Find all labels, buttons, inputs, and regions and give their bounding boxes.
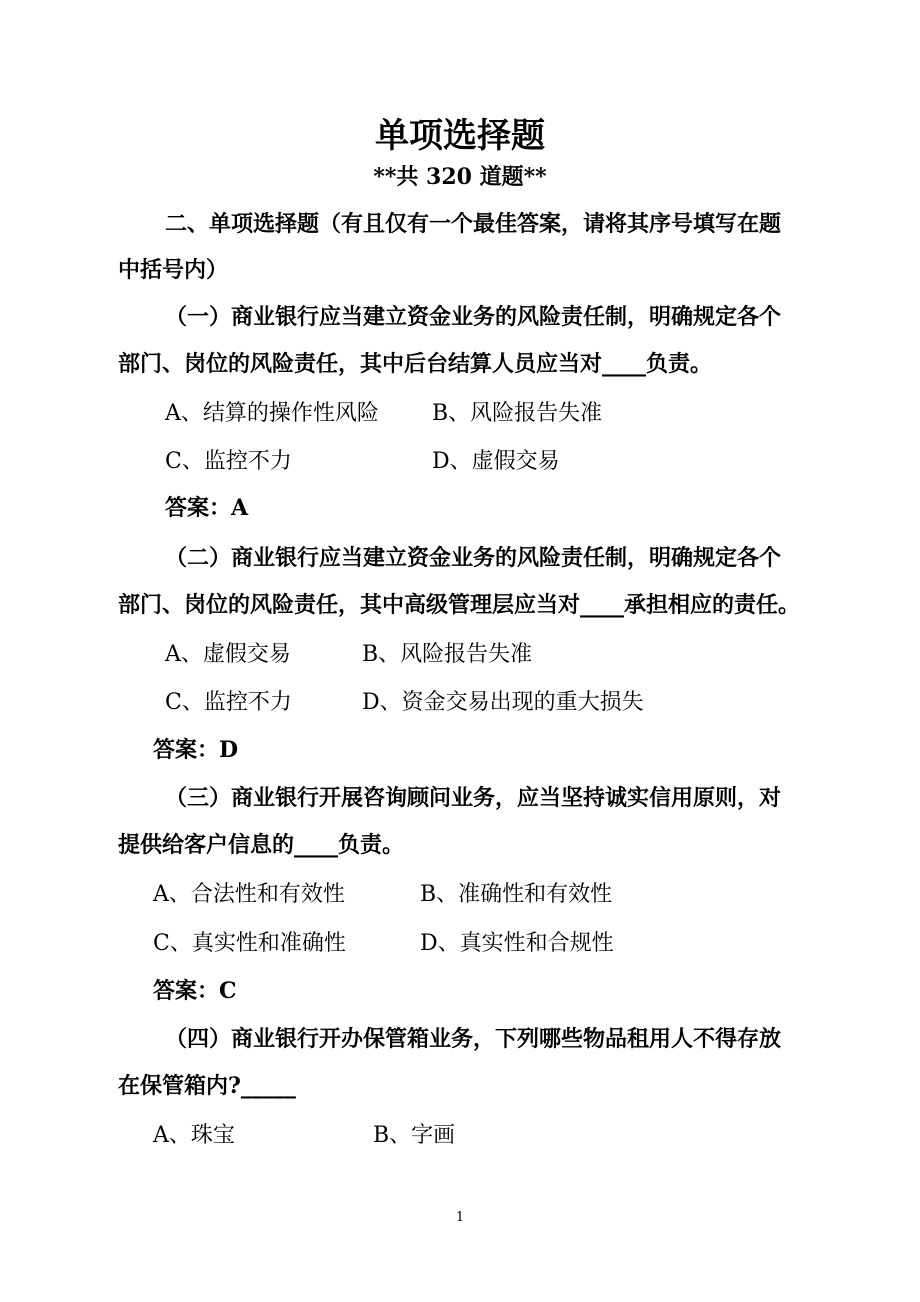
question-2-answer: 答案：D — [153, 737, 239, 763]
question-3-answer: 答案：C — [153, 978, 237, 1004]
question-1-option-d: D、虚假交易 — [432, 449, 560, 474]
question-4-option-b: B、字画 — [373, 1123, 456, 1148]
question-1-option-c: C、监控不力 — [165, 449, 292, 474]
question-4-line1: （四）商业银行开办保管箱业务，下列哪些物品租用人不得存放 — [165, 1026, 782, 1052]
question-2-option-b: B、风险报告失准 — [362, 642, 533, 667]
question-2-option-c: C、监控不力 — [165, 690, 292, 715]
page-subtitle: **共 320 道题** — [373, 164, 547, 190]
question-2-line1: （二）商业银行应当建立资金业务的风险责任制，明确规定各个 — [165, 545, 782, 571]
question-3-option-b: B、准确性和有效性 — [420, 882, 613, 907]
question-2-option-a: A、虚假交易 — [165, 642, 291, 667]
question-2-option-d: D、资金交易出现的重大损失 — [362, 690, 644, 715]
section-heading-line2: 中括号内） — [118, 257, 229, 283]
section-heading-line1: 二、单项选择题（有且仅有一个最佳答案，请将其序号填写在题 — [165, 211, 782, 237]
question-4-line2: 在保管箱内?_____ — [118, 1073, 296, 1099]
question-1-option-b: B、风险报告失准 — [432, 401, 603, 426]
question-1-line2: 部门、岗位的风险责任，其中后台结算人员应当对____负责。 — [118, 351, 713, 377]
page-number: 1 — [455, 1210, 465, 1225]
question-3-line1: （三）商业银行开展咨询顾问业务，应当坚持诚实信用原则，对 — [165, 785, 782, 811]
question-1-line1: （一）商业银行应当建立资金业务的风险责任制，明确规定各个 — [165, 304, 782, 330]
page-title: 单项选择题 — [375, 116, 545, 156]
question-3-line2: 提供给客户信息的____负责。 — [118, 832, 405, 858]
question-1-answer: 答案：A — [165, 495, 249, 521]
question-3-option-d: D、真实性和合规性 — [420, 931, 614, 956]
question-3-option-c: C、真实性和准确性 — [153, 931, 346, 956]
question-1-option-a: A、结算的操作性风险 — [165, 401, 379, 426]
question-4-option-a: A、珠宝 — [153, 1123, 235, 1148]
question-2-line2: 部门、岗位的风险责任，其中高级管理层应当对____承担相应的责任。 — [118, 592, 801, 618]
question-3-option-a: A、合法性和有效性 — [153, 882, 345, 907]
